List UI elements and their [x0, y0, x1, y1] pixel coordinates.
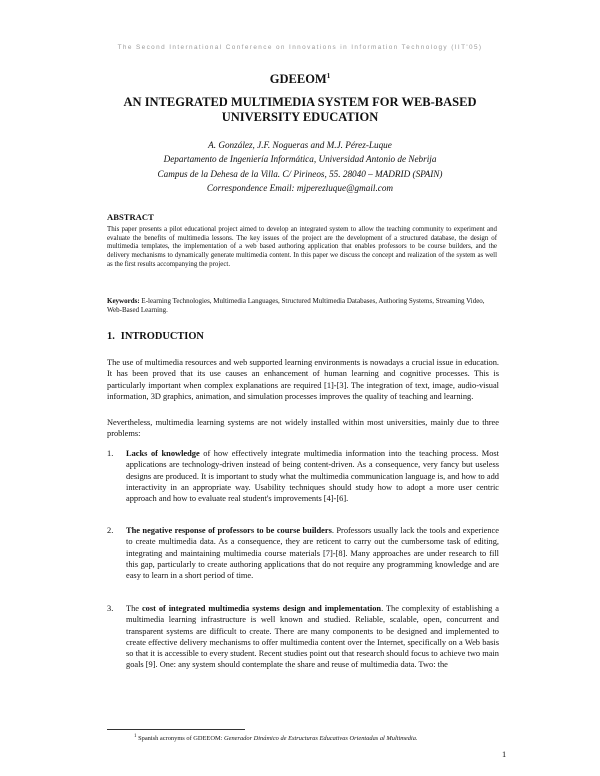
title-footnote-mark[interactable]: 1 — [326, 72, 331, 80]
paper-title — [0, 72, 600, 87]
author-email[interactable]: Correspondence Email: mjperezluque@gmail.com — [206, 183, 394, 194]
footnote-text: Spanish acronyms of GDEEOM: — [136, 735, 225, 743]
author-address: Campus de la Dehesa de la Villa. C/ Pirineos, 55. 28040 – MADRID (SPAIN) — [157, 168, 443, 179]
author-department: Departamento de Ingeniería Informática, Universidad Antonio de Nebrija — [163, 154, 437, 165]
list-item-number: 2. — [107, 526, 114, 535]
list-item-text — [126, 603, 499, 671]
keywords-text: E-learning Technologies, Multimedia Languages, Structured Multimedia Databases, Authoring Systems, Streaming Video, Web-Based Learning. — [107, 297, 485, 315]
page-number: 1 — [502, 750, 507, 759]
abstract-heading: ABSTRACT — [107, 212, 154, 222]
keywords — [107, 297, 497, 316]
intro-paragraph-1: The use of multimedia resources and web supported learning environments is nowadays a crucial issue in education. It has been proved that its use causes an enhancement of human learning and cognitive processes. This is particularly important when complex explanations are required [1]-[3]. The integration of text, image, audio-visual information, 3D graphics, animation, and simulation processes improves the quality of teaching and learning. — [107, 358, 499, 401]
subtitle-line-2: UNIVERSITY EDUCATION — [221, 110, 379, 124]
footnote — [134, 734, 514, 742]
intro-paragraph-2: Nevertheless, multimedia learning systems are not widely installed within most universities, mainly due to three problems: — [107, 418, 499, 439]
footnote-mark: 1 — [134, 734, 137, 739]
list-item-lead: The negative response of professors to be course builders — [126, 526, 332, 535]
list-item-body: of how effectively integrate multimedia information into the teaching process. Most applications are technology-driven instead of being content-driven. As a consequence, very fancy but useless designs are produced. It is important to study what the multimedia communication language is, and how to add interactivity in an appropriate way. Usability techniques should study how to adopt a more user centric approach and how to evaluate real student's improvements [4]-[6]. — [126, 449, 500, 504]
list-item-text — [126, 525, 499, 581]
conference-header: The Second International Conference on Innovations in Information Technology (IIT'05) — [117, 44, 483, 51]
section-title: INTRODUCTION — [120, 331, 204, 342]
author-names: A. González, J.F. Nogueras and M.J. Pérez-Luque — [208, 140, 392, 150]
list-item-text — [126, 448, 499, 504]
list-item-body: . Professors usually lack the tools and experience to create multimedia data. As a consequence, they are reticent to carry out the cumbersome task of editing, integrating and maintaining multimedia course materials [7]-[8]. Many approaches are under research to fill this gap, particularly to create authoring applications that do not require any programming knowledge and are easy to learn in a short period of time. — [126, 526, 499, 581]
section-number: 1. — [107, 331, 115, 342]
footnote-divider — [107, 729, 245, 730]
paper-subtitle — [100, 95, 500, 125]
list-item-number: 3. — [107, 604, 114, 613]
section-heading-introduction — [107, 331, 204, 342]
list-item-number: 1. — [107, 449, 114, 458]
abstract-body: This paper presents a pilot educational project aimed to develop an integrated system to allow the teaching community to experiment and evaluate the benefits of multimedia lessons. The key issues of the project are the development of a structured database, the design of multimedia templates, the implementation of a web based authoring application that enables professors to be course builders, and the delivery mechanisms to dynamically generate multimedia content. In this paper we discuss the concept and realization of the system as well as the first results accompanying the project. — [107, 226, 497, 268]
footnote-expansion: Generador Dinámico de Estructuras Educativas Orientadas al Multimedia. — [224, 735, 418, 743]
list-item-lead: cost of integrated multimedia systems design and implementation — [141, 604, 382, 613]
author-block — [0, 138, 600, 196]
keywords-label: Keywords: — [107, 297, 140, 305]
subtitle-line-1: AN INTEGRATED MULTIMEDIA SYSTEM FOR WEB-BASED — [123, 95, 477, 109]
list-item-lead-prefix: The — [126, 604, 142, 613]
list-item-body: . The complexity of establishing a multimedia learning infrastructure is well known and studied. Reliable, scalable, open, concurrent and transparent systems are difficult to create. There are many components to be designed and implemented to create effective delivery mechanisms to offer multimedia content over the Internet, specifically on a Web basis so that it is accessible to every student. Recent studies point out that research should focus to achieve two main goals [9]. One: any system should contemplate the share and reuse of multimedia data. Two: the — [126, 604, 499, 670]
title-text: GDEEOM — [269, 72, 327, 87]
list-item-lead: Lacks of knowledge — [126, 449, 200, 458]
